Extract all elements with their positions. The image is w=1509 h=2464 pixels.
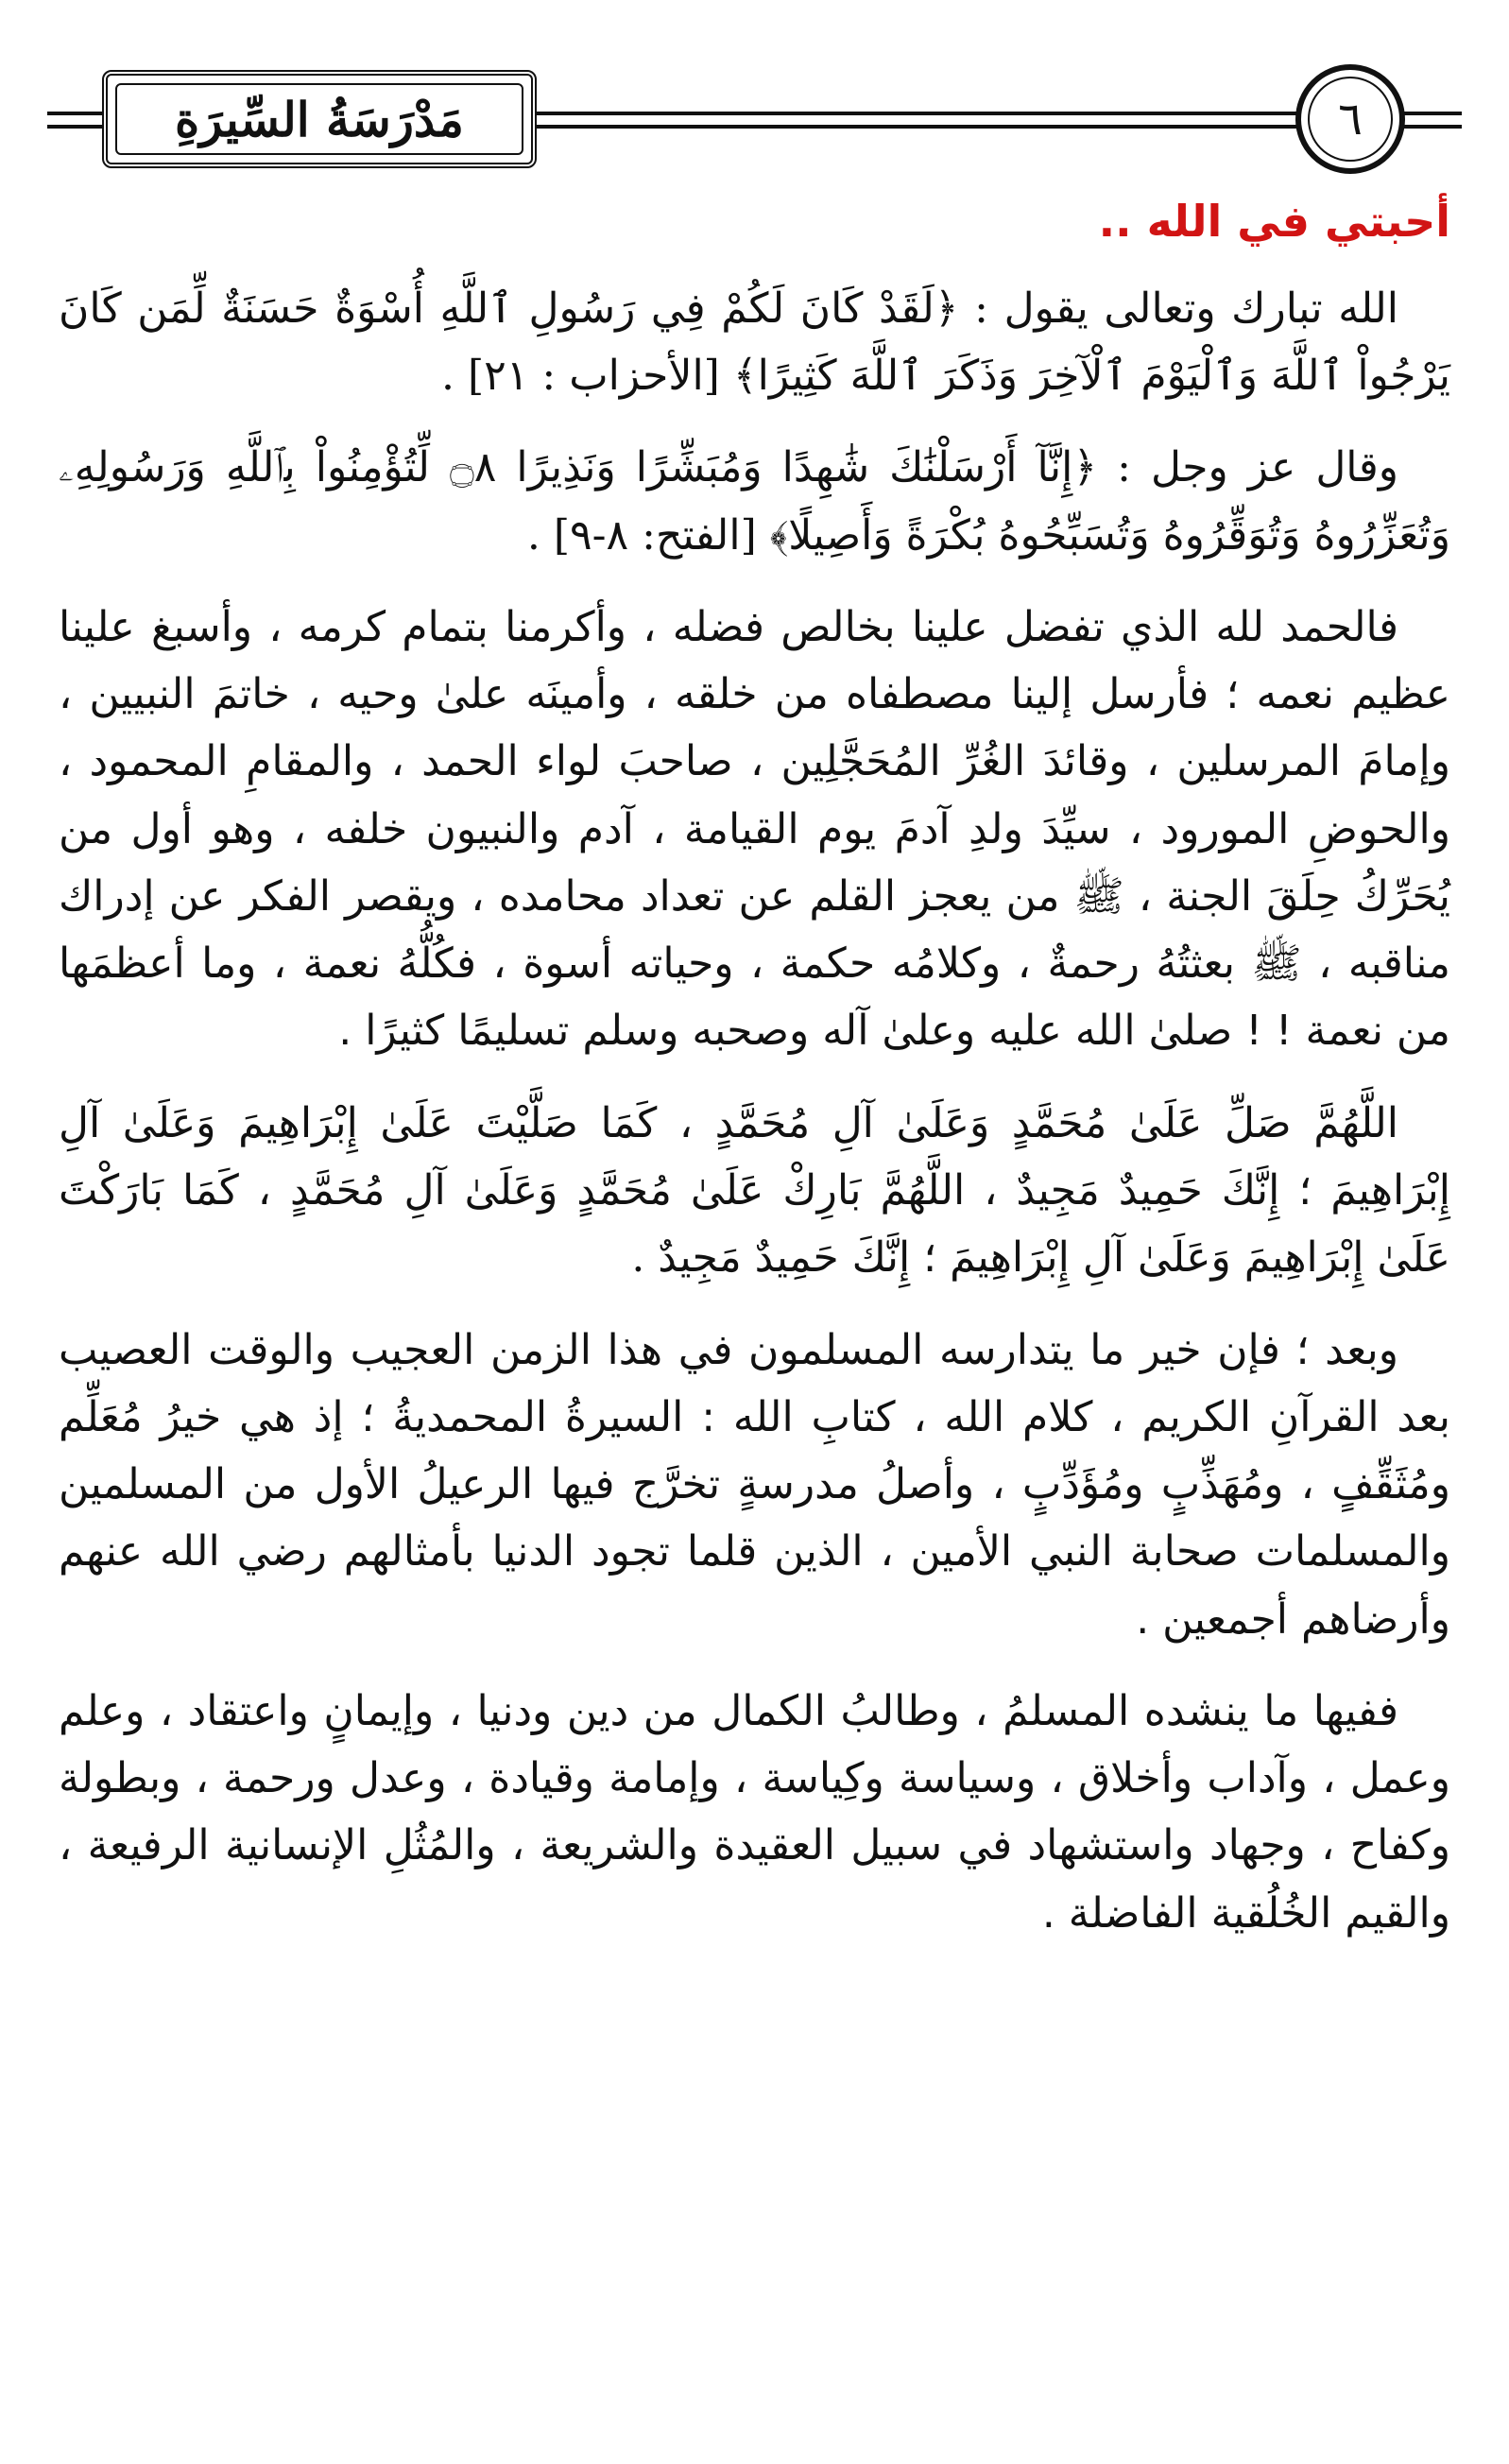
paragraph-quran-fath: وقال عز وجل : ﴿إِنَّآ أَرْسَلْنَٰكَ شَٰهِدًا وَمُبَشِّرًا وَنَذِيرًا ۝٨ لِّتُؤْمِنُواْ بِٱللَّهِ وَرَسُولِهِۦ وَتُعَزِّرُوهُ وَتُوَقِّرُوهُ وَتُسَبِّحُوهُ بُكْرَةً وَأَصِيلًا﴾ [الفتح: ٨-٩] .: [59, 443, 1450, 560]
paragraph-salawat: اللَّهُمَّ صَلِّ عَلَىٰ مُحَمَّدٍ وَعَلَىٰ آلِ مُحَمَّدٍ ، كَمَا صَلَّيْتَ عَلَىٰ إِبْرَاهِيمَ وَعَلَىٰ آلِ إِبْرَاهِيمَ ؛ إِنَّكَ حَمِيدٌ مَجِيدٌ ، اللَّهُمَّ بَارِكْ عَلَىٰ مُحَمَّدٍ وَعَلَىٰ آلِ مُحَمَّدٍ ، كَمَا بَارَكْتَ عَلَىٰ إِبْرَاهِيمَ وَعَلَىٰ آلِ إِبْرَاهِيمَ ؛ إِنَّكَ حَمِيدٌ مَجِيدٌ .: [59, 1098, 1450, 1283]
paragraph-praise: فالحمد لله الذي تفضل علينا بخالص فضله ، وأكرمنا بتمام كرمه ، وأسبغ علينا عظيم نعمه ؛ فأرسل إلينا مصطفاه من خلقه ، وأمينَه علىٰ وحيه ، خاتمَ النبيين ، وإمامَ المرسلين ، وقائدَ الغُرِّ المُحَجَّلِين ، صاحبَ لواء الحمد ، والمقامِ المحمود ، والحوضِ المورود ، سيِّدَ ولدِ آدمَ يوم القيامة ، آدم والنبيون خلفه ، وهو أول من يُحَرِّكُ حِلَقَ الجنة ، ﷺ من يعجز القلم عن تعداد محامده ، ويقصر الفكر عن إدراك مناقبه ، ﷺ بعثتُهُ رحمةٌ ، وكلامُه حكمة ، وحياته أسوة ، فكُلُّهُ نعمة ، وما أعظمَها من نعمة ! ! صلىٰ الله عليه وعلىٰ آله وصحبه وسلم تسليمًا كثيرًا .: [59, 602, 1450, 1056]
page-content: [59, 194, 1450, 1972]
page-header: [47, 57, 1462, 189]
section-heading: أحبتي في الله ..: [1098, 196, 1450, 247]
paragraph-seerah-virtues: ففيها ما ينشده المسلمُ ، وطالبُ الكمال من دين ودنيا ، وإيمانٍ واعتقاد ، وعلم وعمل ، وآداب وأخلاق ، وسياسة وكِياسة ، وإمامة وقيادة ، وعدل ورحمة ، وبطولة وكفاح ، وجهاد واستشهاد في سبيل العقيدة والشريعة ، والمُثُلِ الإنسانية الرفيعة ، والقيم الخُلُقية الفاضلة .: [59, 1686, 1450, 1938]
paragraph-seerah-intro: وبعد ؛ فإن خير ما يتدارسه المسلمون في هذا الزمن العجيب والوقت العصيب بعد القرآنِ الكريم ، كلام الله ، كتابِ الله : السيرةُ المحمديةُ ؛ إذ هي خيرُ مُعَلِّم ومُثَقِّفٍ ، ومُهَذِّبٍ ومُؤَدِّبٍ ، وأصلُ مدرسةٍ تخرَّج فيها الرعيلُ الأول من المسلمين والمسلمات صحابة النبي الأمين ، الذين قلما تجود الدنيا بأمثالهم رضي الله عنهم وأرضاهم أجمعين .: [59, 1325, 1450, 1644]
paragraph-quran-ahzab: الله تبارك وتعالى يقول : ﴿لَقَدْ كَانَ لَكُمْ فِي رَسُولِ ٱللَّهِ أُسْوَةٌ حَسَنَةٌ لِّمَن كَانَ يَرْجُواْ ٱللَّهَ وَٱلْيَوْمَ ٱلْآخِرَ وَذَكَرَ ٱللَّهَ كَثِيرًا﴾ [الأحزاب : ٢١] .: [59, 284, 1450, 401]
book-title-frame: [102, 70, 537, 168]
book-title: مَدْرَسَةُ السِّيرَةِ: [175, 91, 464, 147]
page-number: ٦: [1338, 93, 1363, 146]
page-number-badge: [1295, 64, 1405, 174]
